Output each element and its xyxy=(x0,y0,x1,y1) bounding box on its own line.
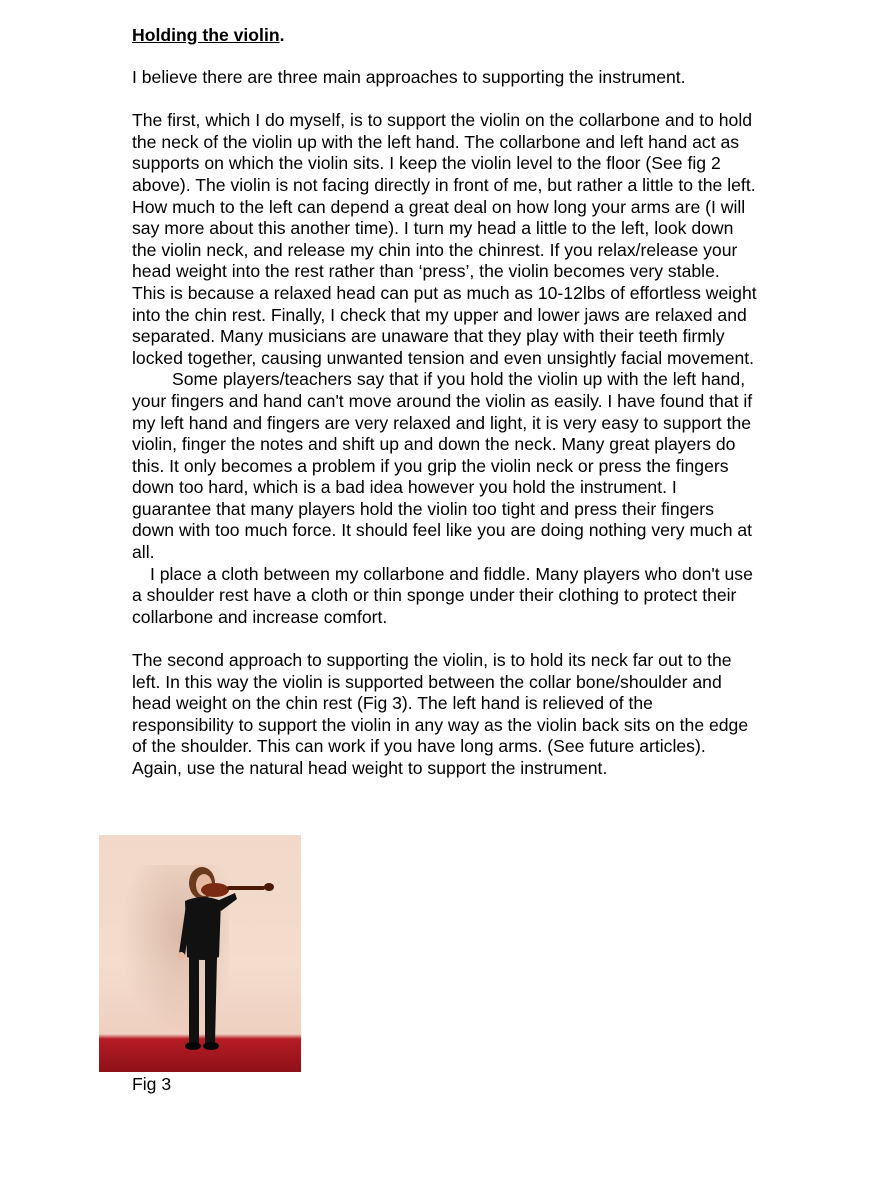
page-title xyxy=(132,24,284,46)
paragraph-first-approach: The first, which I do myself, is to support the violin on the collarbone and to hold the neck of the violin up with the left hand. The collarbone and left hand act as supports on which the violin sits. I keep the violin level to the floor (See fig 2 above). The violin is not facing directly in front of me, but rather a little to the left. How much to the left can depend a great deal on how long your arms are (I will say more about this another time). I turn my head a little to the left, look down the violin neck, and release my chin into the chinrest. If you relax/release your head weight into the rest rather than ‘press’, the violin becomes very stable. This is because a relaxed head can put as much as 10-12lbs of effortless weight into the chin rest. Finally, I check that my upper and lower jaws are relaxed and separated. Many musicians are unaware that they play with their teeth firmly locked together, causing unwanted tension and even unsightly facial movement. xyxy=(132,110,757,368)
paragraph-intro: I believe there are three main approaches to supporting the instrument. xyxy=(132,67,686,87)
paragraph-second-approach: The second approach to supporting the violin, is to hold its neck far out to the left. In this way the violin is supported between the collar bone/shoulder and head weight on the chin rest (Fig 3). The left hand is relieved of the responsibility to support the violin in any way as the violin back sits on the edge of the shoulder. This can work if you have long arms. (See future articles). Again, use the natural head weight to support the instrument. xyxy=(132,650,749,778)
violinist-photo xyxy=(99,835,301,1072)
paragraph-left-hand: Some players/teachers say that if you hold the violin up with the left hand, your fingers and hand can't move around the violin as easily. I have found that if my left hand and fingers are very relaxed and light, it is very easy to support the violin, finger the notes and shift up and down the neck. Many great players do this. It only becomes a problem if you grip the violin neck or press the fingers down too hard, which is a bad idea however you hold the instrument. I guarantee that many players hold the violin too tight and press their fingers down with too much force. It should feel like you are doing nothing very much at all. xyxy=(132,369,753,563)
article-body xyxy=(132,67,757,780)
violinist-figure xyxy=(99,835,301,1072)
figure-caption: Fig 3 xyxy=(132,1074,172,1094)
title-period: . xyxy=(279,25,285,45)
paragraph-cloth: I place a cloth between my collarbone and fiddle. Many players who don't use a shoulder rest have a cloth or thin sponge under their clothing to protect their collarbone and increase comfort. xyxy=(132,563,753,627)
title-text: Holding the violin xyxy=(132,25,280,45)
